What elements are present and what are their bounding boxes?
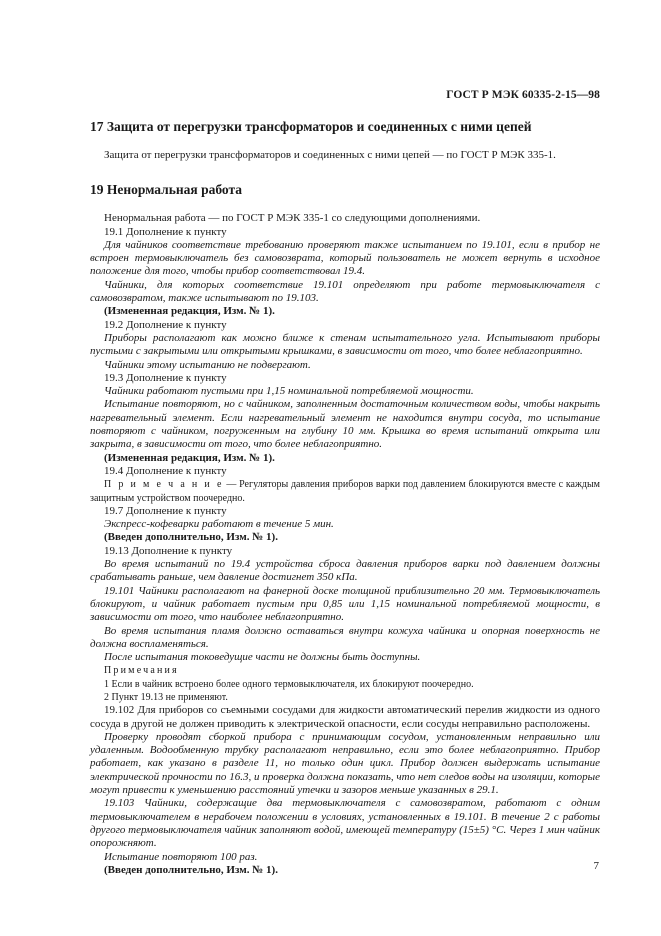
paragraph-text: Приборы располагают как можно ближе к стенам испытательного угла. Испытывают приборы пустыми с закрытыми или открытыми крышками, в зависимости от того, что более неблагоприятно. <box>90 331 600 358</box>
paragraph-text: Во время испытаний по 19.4 устройства сброса давления приборов варки под давлением должны срабатывать раньше, чем давление достигнет 350 кПа. <box>90 558 600 584</box>
paragraph-text: Ненормальная работа — по ГОСТ Р МЭК 335-1 со следующими дополнениями. <box>104 212 481 225</box>
paragraph-text: 19.3 Дополнение к пункту <box>104 371 227 384</box>
paragraph-text: (Измененная редакция, Изм. № 1). <box>104 305 275 318</box>
paragraph-text: 1 Если в чайник встроено более одного термовыключателя, их блокируют поочередно. <box>104 678 474 690</box>
section-19-paragraph <box>90 398 600 451</box>
section-19-body <box>90 212 600 877</box>
section-19-paragraph <box>90 319 600 332</box>
section-19-paragraph <box>90 239 600 279</box>
paragraph-text: Примечания <box>104 665 179 677</box>
paragraph-text: Чайники работают пустыми при 1,15 номинальной потребляемой мощности. <box>104 385 474 398</box>
section-19-paragraph <box>90 305 600 318</box>
section-19-paragraph <box>90 558 600 585</box>
paragraph-text: (Измененная редакция, Изм. № 1). <box>104 451 275 464</box>
paragraph-text: — Регуляторы давления приборов варки под давлением блокируются вместе с каждым защитным устройством поочередно. <box>90 479 601 504</box>
section-19-paragraph <box>90 518 600 531</box>
paragraph-text: 19.101 Чайники располагают на фанерной доске толщиной приблизительно 20 мм. Термовыключатель блокируют, и чайник работает пустым при 0,85 или 1,15 номинальной потребляемой мощности, в зависимости от того, что наиболее неблагоприятно. <box>90 584 600 624</box>
paragraph-text: 19.103 Чайники, содержащие два термовыключателя с самовозвратом, работают с одним термовыключателем в нерабочем положении в условиях, установленных в 19.101. В течение 2 с работы другого термовыключателя чайник заполняют водой, имеющей температуру (15±5) °С. Через 1 мин чайник опорожняют. <box>90 797 601 850</box>
section-19-paragraph <box>90 465 600 478</box>
section-19-paragraph <box>90 851 600 864</box>
section-19-paragraph <box>90 651 600 664</box>
paragraph-text: Испытание повторяют 100 раз. <box>104 850 258 863</box>
paragraph-text: (Введен дополнительно, Изм. № 1). <box>104 863 278 876</box>
section-19-paragraph <box>90 664 600 677</box>
section-19-paragraph <box>90 359 600 372</box>
paragraph-text: 19.13 Дополнение к пункту <box>104 544 233 557</box>
page-content <box>90 116 600 877</box>
paragraph-text: Чайники этому испытанию не подвергают. <box>104 358 311 371</box>
section-19-paragraph <box>90 691 600 704</box>
section-17-text: Защита от перегрузки трансформаторов и соединенных с ними цепей — по ГОСТ Р МЭК 335-1. <box>104 149 556 161</box>
section-19-paragraph <box>90 505 600 518</box>
paragraph-text: 2 Пункт 19.13 не применяют. <box>104 691 228 703</box>
paragraph-text: Для чайников соответствие требованию проверяют также испытанием по 19.101, если в прибор не встроен термовыключатель без самовозврата, который пользователь не может вернуть в исходное положение для того, чтобы прибор соответствовал 19.4. <box>90 238 600 278</box>
section-19-paragraph <box>90 545 600 558</box>
paragraph-text: 19.1 Дополнение к пункту <box>104 225 227 238</box>
paragraph-text: 19.2 Дополнение к пункту <box>104 318 227 331</box>
section-19-paragraph <box>90 797 600 850</box>
section-19-paragraph <box>90 385 600 398</box>
section-19-paragraph <box>90 332 600 359</box>
section-19-paragraph <box>90 585 600 625</box>
paragraph-text: Проверку проводят сборкой прибора с принимающим сосудом, установленным неправильно или удаленным. Водообменную трубку располагают неправильно, если это более неблагоприятно. Прибор работает, как указано в разделе 11, но только один цикл. Прибор должен выдержать испытание электрической прочности по 16.3, и проверка должна показать, что нет следов воды на изоляции, которые могут привести к уменьшению расстояний утечки и зазоров меньше указанных в 29.1. <box>90 730 600 797</box>
section-19-paragraph <box>90 678 600 691</box>
section-19-paragraph <box>90 531 600 544</box>
section-19-paragraph <box>90 226 600 239</box>
section-19-paragraph <box>90 372 600 385</box>
section-19-paragraph <box>90 731 600 797</box>
section-19-paragraph <box>90 704 600 731</box>
paragraph-text: Экспресс-кофеварки работают в течение 5 мин. <box>104 518 334 531</box>
section-17-title: 17 Защита от перегрузки трансформаторов и соединенных с ними цепей <box>90 119 532 134</box>
paragraph-text: Испытание повторяют, но с чайником, заполненным достаточным количеством воды, чтобы накрыть нагревательный элемент. Если нагревательный элемент не находится внутри сосуда, то испытание повторяют с чайником, погруженным на глубину 10 мм. Крышка во время испытаний открыта или закрыта, в зависимости от того, что более неблагоприятно. <box>90 398 600 451</box>
paragraph-text: После испытания токоведущие части не должны быть доступны. <box>104 651 421 664</box>
section-19-paragraph <box>90 864 600 877</box>
paragraph-text: 19.7 Дополнение к пункту <box>104 504 227 517</box>
section-19-paragraph <box>90 452 600 465</box>
section-19-paragraph <box>90 279 600 306</box>
note-label: П р и м е ч а н и е <box>104 479 224 491</box>
section-19-paragraph <box>90 212 600 225</box>
paragraph-text: 19.102 Для приборов со съемными сосудами для жидкости автоматический перелив жидкости из одного сосуда в другой не должен приводить к электрической опасности, если сосуды неправильно расположены. <box>90 704 600 730</box>
paragraph-text: Чайники, для которых соответствие 19.101 определяют при работе термовыключателя с самовозвратом, также испытывают по 19.103. <box>90 278 600 305</box>
paragraph-text: Во время испытания пламя должно оставаться внутри кожуха чайника и опорная поверхность не должна воспламеняться. <box>90 624 600 650</box>
document-header: ГОСТ Р МЭК 60335-2-15—98 <box>446 89 600 101</box>
section-19-paragraph <box>90 478 600 505</box>
paragraph-text: (Введен дополнительно, Изм. № 1). <box>104 531 278 544</box>
section-19-title: 19 Ненормальная работа <box>90 182 243 198</box>
page-number: 7 <box>593 860 599 872</box>
section-19-paragraph <box>90 625 600 652</box>
paragraph-text: 19.4 Дополнение к пункту <box>104 464 227 477</box>
